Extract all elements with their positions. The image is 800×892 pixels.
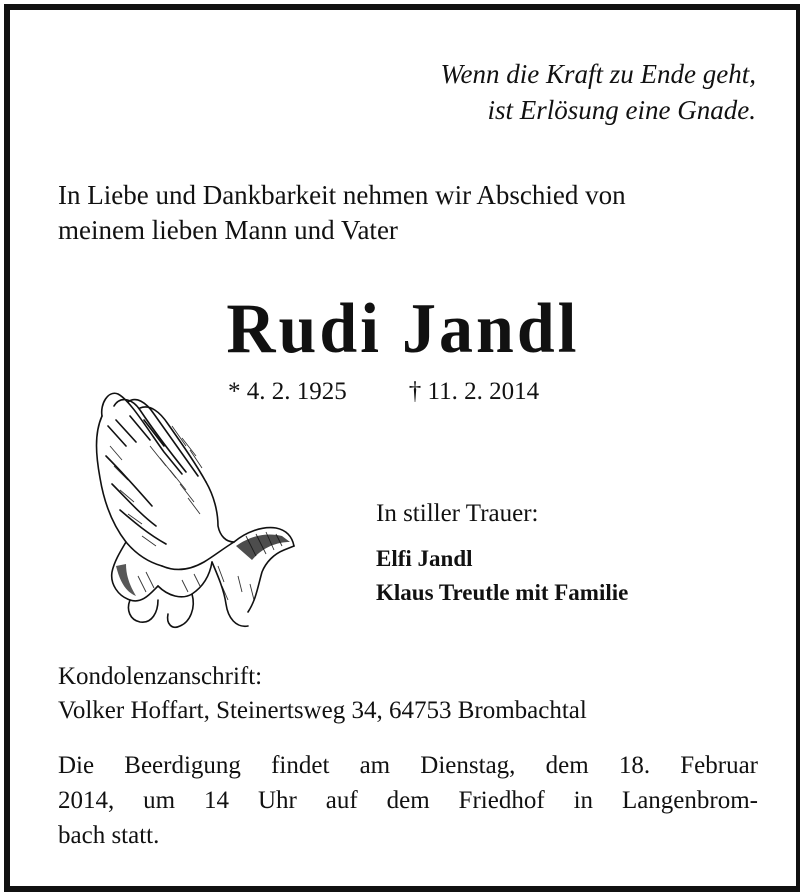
burial-line-1: Die Beerdigung findet am Dienstag, dem 18. Februar [58,752,758,779]
intro-line-1: In Liebe und Dankbarkeit nehmen wir Abschied von [58,180,626,210]
death-date: † 11. 2. 2014 [408,378,540,405]
condolence-address [58,660,587,728]
mourning-heading: In stiller Trauer: [376,500,539,527]
condolence-label: Kondolenzanschrift: [58,663,263,690]
condolence-address-line: Volker Hoffart, Steinertsweg 34, 64753 Brombachtal [58,697,587,724]
deceased-name: Rudi Jandl [226,288,580,368]
motto [441,56,756,128]
mourner-name: Klaus Treutle mit Familie [376,580,629,605]
mourners-list [376,542,628,610]
mourner-name: Elfi Jandl [376,546,473,571]
intro-text [58,178,758,248]
praying-hands-icon [86,386,296,632]
intro-line-2: meinem lieben Mann und Vater [58,215,398,245]
motto-line-1: Wenn die Kraft zu Ende geht, [440,59,756,89]
motto-line-2: ist Erlösung eine Gnade. [487,95,756,125]
birth-date: * 4. 2. 1925 [228,378,347,405]
burial-info [58,748,758,853]
burial-line-3: bach statt. [58,822,160,849]
obituary-notice [4,4,800,892]
burial-line-2: 2014, um 14 Uhr auf dem Friedhof in Langenbrom- [58,787,758,814]
